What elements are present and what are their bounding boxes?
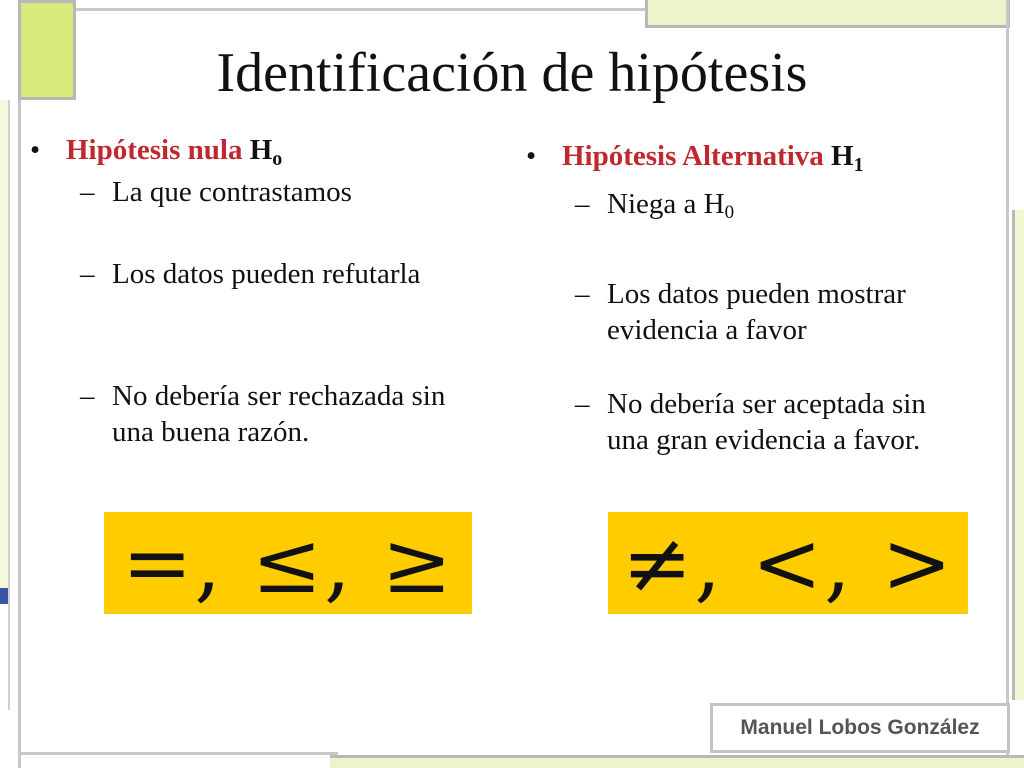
bullet-icon: •	[30, 134, 41, 166]
author-box	[710, 703, 1010, 753]
null-hypothesis-label: Hipótesis nula	[66, 134, 243, 166]
bullet-alternative-hypothesis	[526, 138, 864, 183]
frame-bottom-bar	[330, 755, 1024, 768]
dash-icon: –	[80, 380, 95, 412]
null-symbols-box	[104, 512, 472, 614]
alternative-hypothesis-symbol: $H_1$	[831, 140, 864, 176]
null-item-3-line2: una buena razón.	[112, 416, 310, 448]
alt-item-3	[575, 386, 926, 458]
frame-left-line	[18, 100, 21, 768]
alt-item-3-line2: una gran evidencia a favor.	[607, 424, 921, 456]
null-item-1-text: La que contrastamos	[112, 176, 352, 208]
dash-icon: –	[575, 278, 590, 310]
frame-top-right-bar	[645, 0, 1010, 28]
frame-right-strip	[1012, 210, 1024, 700]
null-item-2	[80, 256, 421, 292]
alt-symbols: ≠, <, >	[622, 514, 954, 612]
null-hypothesis-symbol: $H_o$	[249, 134, 283, 170]
alt-item-1-text: Niega a H	[607, 188, 725, 220]
dash-icon: –	[80, 258, 95, 290]
frame-right-line	[1006, 0, 1009, 768]
alt-item-1-sub: 0	[724, 202, 735, 223]
null-symbols: =, ≤, ≥	[122, 514, 454, 612]
null-item-3	[80, 378, 446, 450]
alt-item-2-line2: evidencia a favor	[607, 314, 807, 346]
bullet-icon: •	[526, 140, 537, 172]
slide-title: Identificación de hipótesis	[216, 42, 808, 104]
dash-icon: –	[575, 388, 590, 420]
alt-symbols-box	[608, 512, 968, 614]
frame-bottom-line	[18, 752, 338, 755]
null-item-2-text: Los datos pueden refutarla	[112, 258, 421, 290]
null-item-3-line1: No debería ser rechazada sin	[112, 380, 446, 412]
null-item-1	[80, 174, 352, 210]
alt-item-3-line1: No debería ser aceptada sin	[607, 388, 926, 420]
alternative-hypothesis-label: Hipótesis Alternativa	[562, 140, 824, 172]
frame-blue-marker	[0, 588, 8, 604]
bullet-null-hypothesis	[30, 132, 283, 177]
frame-left-shade	[0, 100, 8, 600]
author-name: Manuel Lobos González	[740, 716, 980, 739]
dash-icon: –	[575, 188, 590, 220]
frame-left-line-inner	[8, 100, 10, 710]
alt-item-1	[575, 186, 735, 231]
alt-item-2	[575, 276, 906, 348]
alt-item-2-line1: Los datos pueden mostrar	[607, 278, 906, 310]
dash-icon: –	[80, 176, 95, 208]
frame-top-line	[76, 8, 646, 11]
